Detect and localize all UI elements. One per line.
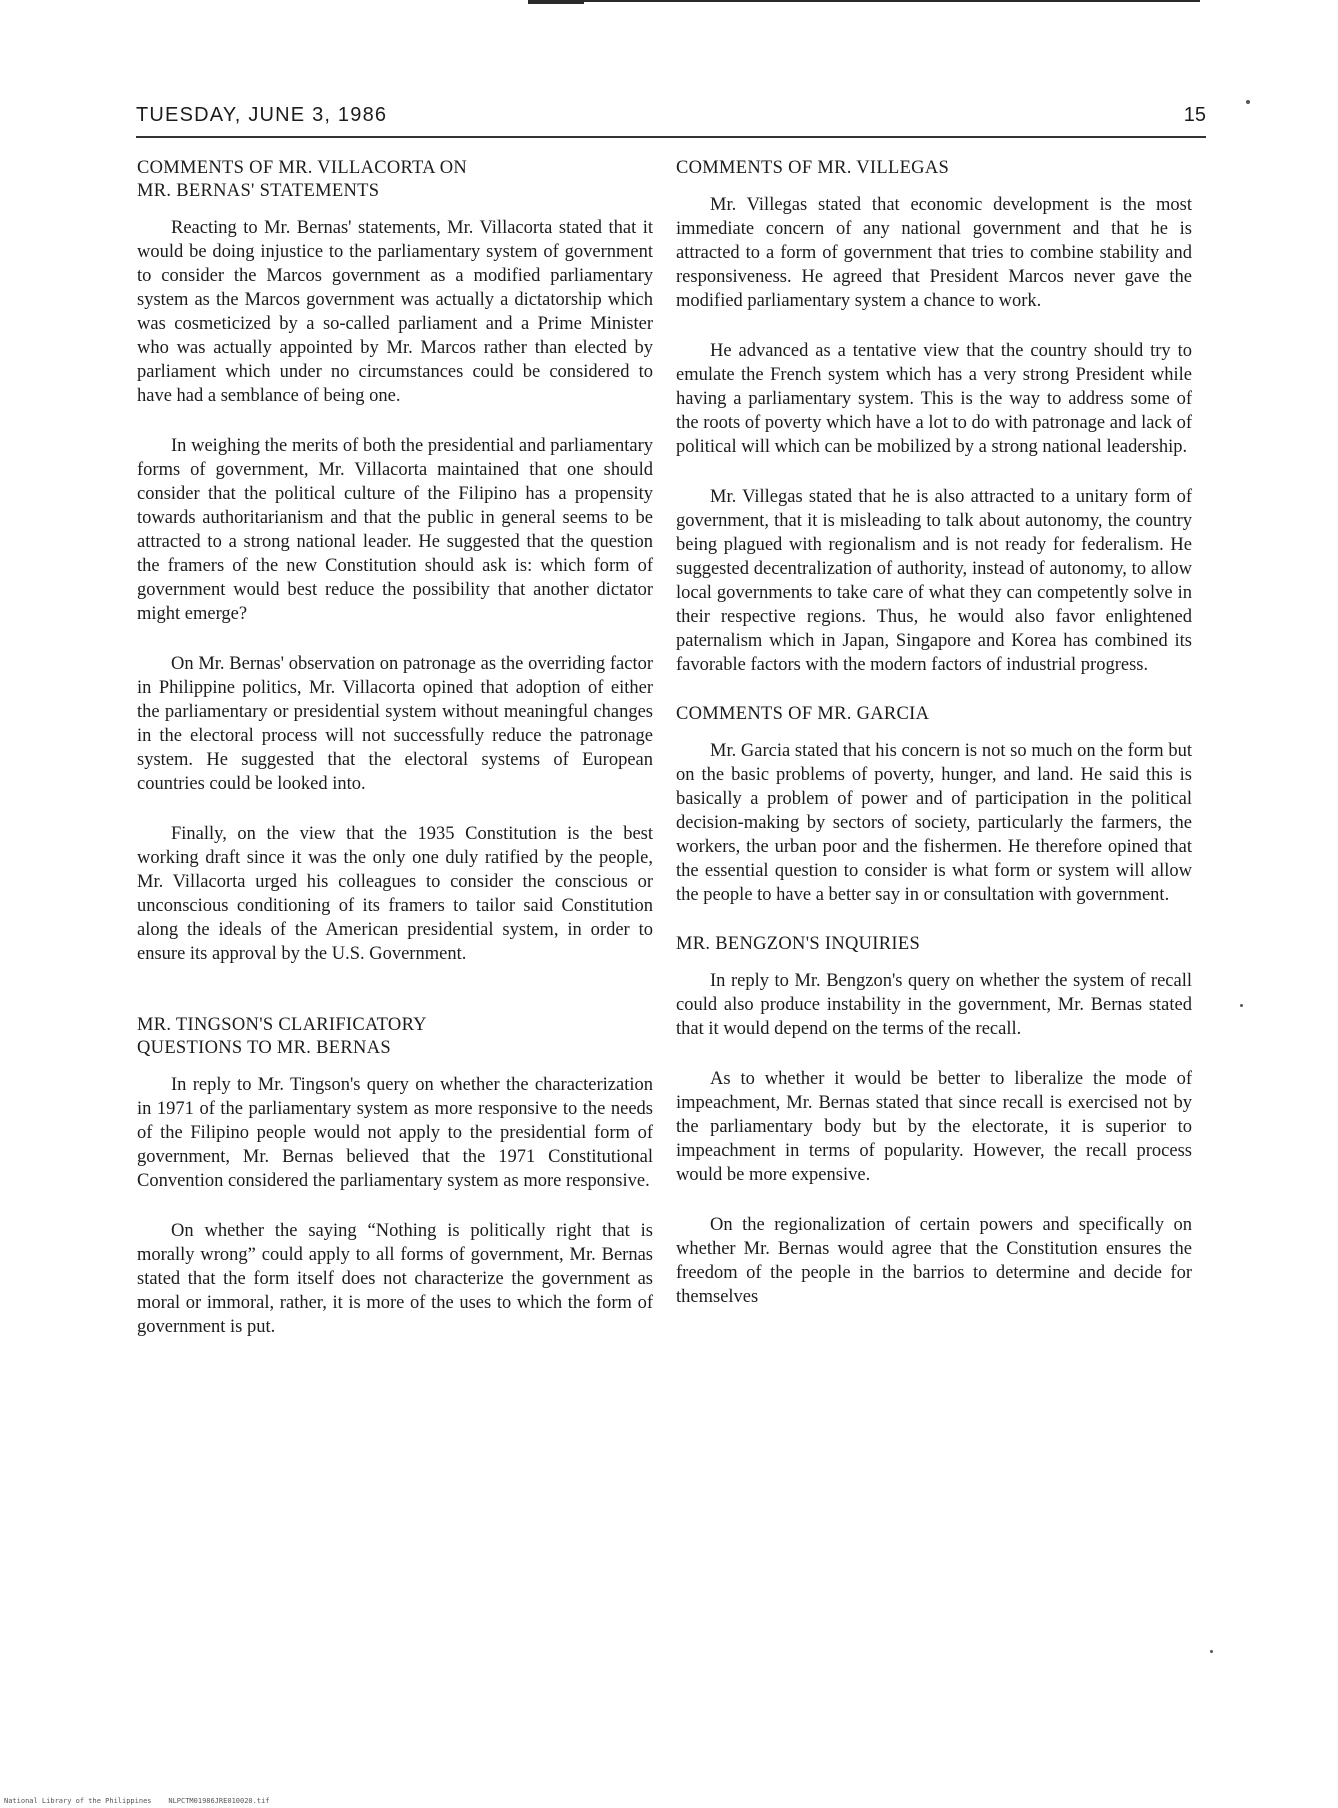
header-date: TUESDAY, JUNE 3, 1986 <box>136 104 388 126</box>
scan-speck <box>1210 1650 1213 1653</box>
paragraph: Mr. Villegas stated that economic development is the most immediate concern of any national government and that he is attracted to a form of government that tries to combine stability and responsiveness. He agreed that President Marcos never gave the modified parliamentary system a chance to work. <box>676 195 1192 311</box>
page-header <box>136 104 1206 138</box>
paragraph: Finally, on the view that the 1935 Constitution is the best working draft since it was the only one duly ratified by the people, Mr. Villacorta urged his colleagues to consider the conscious or unconscious conditioning of its framers to tailor said Constitution along the ideals of the American presidential system, in order to ensure its approval by the U.S. Government. <box>137 824 653 964</box>
section-title: MR. TINGSON'S CLARIFICATORY QUESTIONS TO MR. BERNAS <box>137 1015 427 1058</box>
section-title: COMMENTS OF MR. VILLEGAS <box>676 158 950 178</box>
section-garcia <box>676 703 1192 907</box>
page-number: 15 <box>1183 104 1206 126</box>
left-column <box>137 157 653 1365</box>
section-villegas <box>676 157 1192 677</box>
paragraph: In weighing the merits of both the presidential and parliamentary forms of government, Mr. Villacorta maintained that one should consider that the political culture of the Filipino has a propensity towards authoritarianism and that the public in general seems to be attracted to a strong national leader. He suggested that the question the framers of the new Constitution should ask is: which form of government would best reduce the possibility that another dictator might emerge? <box>137 436 653 624</box>
section-title: MR. BENGZON'S INQUIRIES <box>676 934 921 954</box>
paragraph: On Mr. Bernas' observation on patronage as the overriding factor in Philippine politics, Mr. Villacorta opined that adoption of either the parliamentary or presidential system without meaningful changes in the electoral process will not successfully reduce the patronage system. He suggested that the electoral systems of European countries could be looked into. <box>137 654 653 794</box>
paragraph: In reply to Mr. Bengzon's query on whether the system of recall could also produce instability in the government, Mr. Bernas stated that it would depend on the terms of the recall. <box>676 971 1192 1039</box>
section-title: COMMENTS OF MR. VILLACORTA ON MR. BERNAS' STATEMENTS <box>137 158 468 201</box>
paragraph: Reacting to Mr. Bernas' statements, Mr. Villacorta stated that it would be doing injustice to the parliamentary system of government to consider the Marcos government as a modified parliamentary system as the Marcos government was actually a dictatorship which was cosmeticized by a so-called parliament and a Prime Minister who was actually appointed by Mr. Marcos rather than elected by parliament which under no circumstances could be considered to have had a semblance of being one. <box>137 218 653 406</box>
header-rule <box>136 136 1206 138</box>
top-edge-mark <box>528 0 584 4</box>
top-edge-rule <box>528 0 1200 2</box>
paragraph: Mr. Villegas stated that he is also attracted to a unitary form of government, that it is misleading to talk about autonomy, the country being plagued with regionalism and is not ready for federalism. He suggested decentralization of authority, instead of autonomy, to allow local governments to take care of what they can competently solve in their respective regions. Thus, he would also favor enlightened paternalism which in Japan, Singapore and Korea has combined its favorable factors with the modern factors of industrial progress. <box>676 487 1192 675</box>
section-villacorta <box>137 157 653 966</box>
scan-footer: National Library of the Philippines NLPCTM01986JRE010020.tif <box>4 1797 270 1805</box>
paragraph: As to whether it would be better to liberalize the mode of impeachment, Mr. Bernas stated that since recall is exercised not by the parliamentary body but by the electorate, it is superior to impeachment in terms of popularity. However, the recall process would be more expensive. <box>676 1069 1192 1185</box>
paragraph: He advanced as a tentative view that the country should try to emulate the French system which has a very strong President while having a parliamentary system. This is the way to address some of the roots of poverty which have a lot to do with patronage and lack of political will which can be mobilized by a strong national leadership. <box>676 341 1192 457</box>
scan-speck <box>1240 1004 1243 1007</box>
section-tingson <box>137 1014 653 1339</box>
paragraph: Mr. Garcia stated that his concern is not so much on the form but on the basic problems of poverty, hunger, and land. He said this is basically a problem of power and of participation in the political decision-making by sectors of society, particularly the farmers, the workers, the urban poor and the fishermen. He therefore opined that the essential question to consider is what form or system will allow the people to have a better say in or consultation with government. <box>676 741 1192 905</box>
section-bengzon <box>676 933 1192 1309</box>
right-column <box>676 157 1192 1335</box>
paragraph: On the regionalization of certain powers and specifically on whether Mr. Bernas would agree that the Constitution ensures the freedom of the people in the barrios to determine and decide for themselves <box>676 1215 1192 1307</box>
paragraph: On whether the saying “Nothing is politically right that is morally wrong” could apply to all forms of government, Mr. Bernas stated that the form itself does not characterize the government as moral or immoral, rather, it is more of the uses to which the form of government is put. <box>137 1221 653 1337</box>
scan-speck <box>1246 100 1250 104</box>
section-title: COMMENTS OF MR. GARCIA <box>676 704 930 724</box>
paragraph: In reply to Mr. Tingson's query on whether the characterization in 1971 of the parliamentary system as more responsive to the needs of the Filipino people would not apply to the presidential form of government, Mr. Bernas believed that the 1971 Constitutional Convention considered the parliamentary system as more responsive. <box>137 1075 653 1191</box>
